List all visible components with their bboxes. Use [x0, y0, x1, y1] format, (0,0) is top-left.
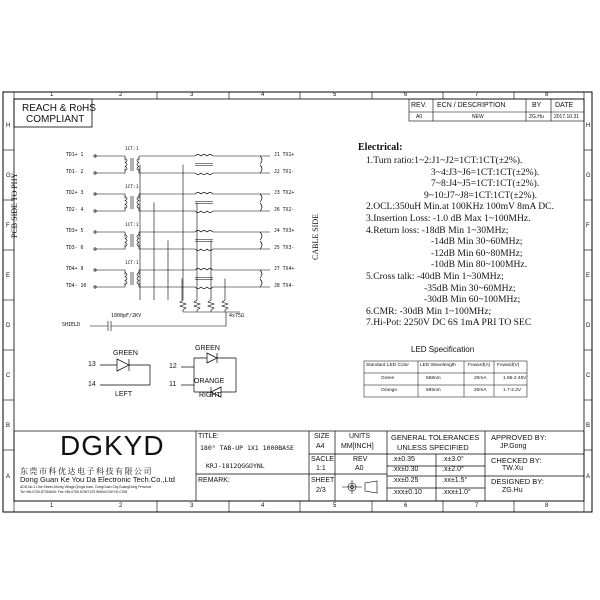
sheet-value: 2/3	[316, 487, 326, 494]
electrical-spec-line: -35dB Min 30~60MHz;	[424, 282, 516, 294]
output-coil	[260, 203, 262, 211]
electrical-spec-line: 2.OCL:350uH Min.at 100KHz 100mV 8mA DC.	[366, 201, 554, 213]
row-letter-left: G	[6, 173, 11, 179]
rev-value-tb: A0	[355, 465, 364, 472]
electrical-spec-line: 7.Hi-Pot: 2250V DC 6S 1mA PRI TO SEC	[366, 317, 532, 329]
choke-coil	[195, 193, 213, 195]
output-coil	[260, 232, 262, 240]
electrical-spec-line: 4.Return loss: -18dB Min 1~30MHz;	[366, 224, 509, 236]
led-spec-title: LED Specification	[411, 345, 475, 354]
mid-wire	[139, 169, 195, 174]
left-led-pin-14: 14	[88, 381, 96, 388]
left-led-green: GREEN	[113, 350, 138, 357]
designed-value: ZG.Hu	[502, 487, 523, 494]
tolerance-angular: .x±2.0°	[442, 466, 464, 473]
choke-coil	[195, 287, 213, 289]
right-led-label: RIGHT	[199, 392, 221, 399]
row-letter-right: G	[586, 173, 591, 179]
primary-wire	[95, 156, 125, 161]
row-letter-left: A	[6, 473, 11, 480]
led-spec-header: Standard LED Color	[366, 363, 409, 368]
compliance-line-1: REACH & RoHS	[22, 103, 96, 114]
primary-wire	[95, 270, 125, 275]
led-spec-header: LED Wavelength	[420, 363, 456, 368]
right-led-green: GREEN	[195, 345, 220, 352]
tolerance-linear: .xx±0.30	[392, 466, 419, 473]
title-value: 180° TAB-UP 1X1 1000BASE	[200, 444, 294, 452]
compliance-line-2: COMPLIANT	[26, 114, 85, 125]
tolerance-angular: .x±3.0°	[442, 456, 464, 463]
row-letter-left: B	[6, 423, 11, 429]
led-spec-cell: 20mA	[474, 376, 487, 381]
choke-coil	[195, 155, 213, 157]
right-pin-label: J2 TX1-	[274, 170, 295, 175]
company-address: ADD:No.1 Lihe Street,Jihong Village,Qingxi town, DongGuan City,GuangDong Province	[20, 485, 152, 489]
led-spec-header: Foward(V)	[497, 363, 520, 368]
output-coil	[260, 165, 262, 173]
choke-coil	[195, 269, 213, 271]
tolerance-angular: .xx±1.5°	[442, 477, 468, 484]
part-number: KRJ-1812QGGOYNL	[206, 462, 265, 470]
output-coil	[260, 241, 262, 249]
choke-coil	[195, 173, 213, 175]
column-number-top: 7	[475, 92, 479, 98]
cable-side-label: CABLE SIDE	[311, 214, 320, 260]
mid-wire	[139, 207, 195, 212]
ecn-value: NEW	[472, 114, 484, 120]
left-pin-label: TD2+ 3	[66, 191, 84, 196]
right-pin-label: J3 TX2+	[274, 191, 295, 196]
termination-resistor	[222, 300, 228, 310]
row-letter-right: A	[586, 473, 591, 480]
column-number-top: 4	[261, 92, 265, 98]
row-letter-left: F	[6, 223, 10, 229]
left-pin-label: TD3+ 5	[66, 229, 84, 234]
date-header: DATE	[555, 102, 574, 109]
column-number-top: 5	[333, 92, 337, 98]
units-value: MM[INCH]	[341, 443, 374, 450]
mid-wire	[139, 194, 195, 199]
company-logo: DGKYD	[60, 430, 165, 461]
row-letter-left: H	[6, 122, 11, 129]
electrical-spec-line: 9~10:J7~J8=1CT:1CT(±2%).	[424, 189, 538, 201]
checked-value: TW.Xu	[502, 465, 524, 472]
electrical-spec-line: 5.Cross talk: -40dB Min 1~30MHz;	[366, 271, 504, 282]
primary-wire	[95, 169, 125, 174]
rev-label: REV	[353, 456, 368, 463]
column-number-top: 1	[50, 92, 54, 98]
output-coil	[260, 194, 262, 202]
left-led-symbol	[100, 359, 150, 385]
left-pin-label: TD2- 4	[66, 208, 84, 213]
row-letter-right: D	[586, 323, 591, 329]
cap-label: 1000pF/2KV	[111, 313, 142, 319]
led-spec-cell: 585nm	[426, 388, 441, 393]
title-label: TITLE:	[198, 433, 220, 440]
output-coil	[260, 270, 262, 278]
rev-header: REV.	[411, 102, 427, 109]
column-number-top: 8	[545, 92, 549, 98]
output-coil	[260, 279, 262, 287]
row-letter-left: D	[6, 323, 11, 329]
size-value: A4	[316, 443, 325, 450]
mid-wire	[139, 283, 195, 288]
tolerance-linear: .xxx±0.10	[392, 489, 422, 496]
designed-label: DESIGNED BY:	[491, 477, 544, 486]
column-number-top: 3	[190, 92, 194, 98]
rev-value: A0	[416, 114, 423, 120]
primary-wire	[95, 207, 125, 212]
led-spec-cell: Orange	[381, 388, 397, 393]
right-led-orange: ORANGE	[194, 378, 225, 385]
electrical-title: Electrical:	[358, 142, 403, 153]
column-number-top: 6	[404, 92, 408, 98]
sheet-label: SHEET	[311, 477, 335, 484]
company-name-cn: 东莞市科优达电子科技有限公司	[20, 467, 153, 476]
choke-coil	[195, 211, 213, 213]
led-spec-cell: 1.65-2.45V	[503, 376, 527, 381]
scale-value: 1:1	[316, 465, 326, 472]
right-led-pin-11: 11	[169, 381, 177, 388]
column-number-bottom: 2	[119, 503, 123, 509]
led-spec-cell: 1.7-2.2V	[503, 388, 522, 393]
column-number-bottom: 3	[190, 503, 194, 509]
ecn-header: ECN / DESCRIPTION	[437, 102, 506, 109]
tolerance-title-1: GENERAL TOLERANCES	[391, 433, 480, 442]
right-pin-label: J5 TX3-	[274, 246, 295, 251]
right-pin-label: J1 TX1+	[274, 153, 295, 158]
termination-resistor	[208, 300, 214, 310]
primary-wire	[95, 232, 125, 237]
remark-label: REMARK:	[198, 477, 230, 484]
column-number-bottom: 8	[545, 503, 549, 509]
company-name-en: Dong Guan Ke You Da Electronic Tech.Co.,Ltd	[20, 475, 175, 484]
approved-label: APPROVED BY:	[491, 433, 547, 442]
primary-wire	[95, 283, 125, 288]
scale-label: SACLE	[311, 456, 334, 463]
electrical-spec-line: -30dB Min 60~100MHz;	[424, 294, 521, 306]
led-spec-header: Foward(A)	[468, 363, 491, 368]
electrical-spec-line: -12dB Min 60~80MHz;	[431, 247, 523, 259]
mid-wire	[139, 245, 195, 250]
size-label: SIZE	[314, 433, 330, 440]
column-number-bottom: 7	[475, 503, 479, 509]
ratio-label: 1CT:1	[125, 261, 139, 266]
pcb-side-label: PCB SIDE TO PHY	[10, 172, 19, 238]
choke-coil	[195, 249, 213, 251]
electrical-spec-line: 3~4:J3~J6=1CT:1CT(±2%).	[431, 166, 540, 178]
mid-wire	[139, 270, 195, 275]
row-letter-right: E	[586, 273, 591, 279]
primary-wire	[95, 194, 125, 199]
tolerance-title-2: UNLESS SPECIFIED	[397, 443, 469, 452]
led-spec-cell: Green	[381, 376, 395, 381]
electrical-spec-line: 1.Turn ratio:1~2:J1~J2=1CT:1CT(±2%).	[366, 155, 523, 166]
left-pin-label: TD4- 10	[66, 284, 87, 289]
electrical-spec-line: -10dB Min 80~100MHz.	[431, 259, 528, 271]
row-letter-right: C	[586, 373, 591, 379]
company-contact: Tel:+86-0769-87334606; Fax:+86-0769-87847129 WWW.DGKYD.COM	[20, 490, 128, 494]
right-pin-label: J7 TX4+	[274, 267, 295, 272]
termination-resistor	[194, 300, 200, 310]
termination-resistor	[180, 300, 186, 310]
by-value: ZG.Hu	[529, 114, 544, 120]
res-label: 4x75Ω	[229, 313, 245, 319]
date-value: 2017.10.31	[554, 114, 580, 120]
left-led-label: LEFT	[115, 391, 133, 398]
right-pin-label: J6 TX2-	[274, 208, 295, 213]
mid-wire	[139, 156, 195, 161]
by-header: BY	[532, 102, 542, 109]
row-letter-right: F	[586, 223, 590, 229]
column-number-bottom: 1	[50, 503, 54, 509]
column-number-bottom: 4	[261, 503, 265, 509]
led-spec-cell: 568nm	[426, 376, 441, 381]
right-led-symbol	[181, 353, 236, 397]
tolerance-linear: .x±0.35	[392, 456, 415, 463]
led-spec-cell: 20mA	[474, 388, 487, 393]
column-number-bottom: 6	[404, 503, 408, 509]
ratio-label: 1CT:1	[125, 147, 139, 152]
left-pin-label: TD1+ 1	[66, 153, 84, 158]
left-pin-label: TD1- 2	[66, 170, 84, 175]
checked-label: CHECKED BY:	[491, 456, 542, 465]
electrical-spec-line: 7~8:J4~J5=1CT:1CT(±2%).	[431, 178, 540, 190]
ratio-label: 1CT:1	[125, 223, 139, 228]
projection-symbol	[342, 480, 377, 494]
row-letter-left: E	[6, 273, 11, 279]
row-letter-right: H	[586, 122, 591, 129]
row-letter-right: B	[586, 423, 591, 429]
column-number-bottom: 5	[333, 503, 337, 509]
electrical-spec-line: 3.Insertion Loss: -1.0 dB Max 1~100MHz.	[366, 213, 531, 224]
primary-wire	[95, 245, 125, 250]
right-pin-label: J4 TX3+	[274, 229, 295, 234]
ratio-label: 1CT:1	[125, 185, 139, 190]
tolerance-angular: .xxx±1.0°	[442, 489, 471, 496]
row-letter-left: C	[6, 373, 11, 379]
left-pin-label: TD3- 6	[66, 246, 84, 251]
left-pin-label: TD4+ 9	[66, 267, 84, 272]
right-led-pin-12: 12	[169, 363, 177, 370]
shield-label: SHIELD	[62, 322, 81, 328]
right-pin-label: J8 TX4-	[274, 284, 295, 289]
tolerance-linear: .xx±0.25	[392, 477, 419, 484]
electrical-spec-line: -14dB Min 30~60MHz;	[431, 236, 523, 248]
choke-coil	[195, 231, 213, 233]
output-coil	[260, 156, 262, 164]
mid-wire	[139, 232, 195, 237]
transformer-schematic	[90, 155, 270, 332]
left-led-pin-13: 13	[88, 361, 96, 368]
column-number-top: 2	[119, 92, 123, 98]
approved-value: JP.Gong	[500, 443, 527, 450]
electrical-spec-line: 6.CMR: -30dB Min 1~100MHz;	[366, 305, 492, 317]
units-label: UNITS	[349, 433, 370, 440]
